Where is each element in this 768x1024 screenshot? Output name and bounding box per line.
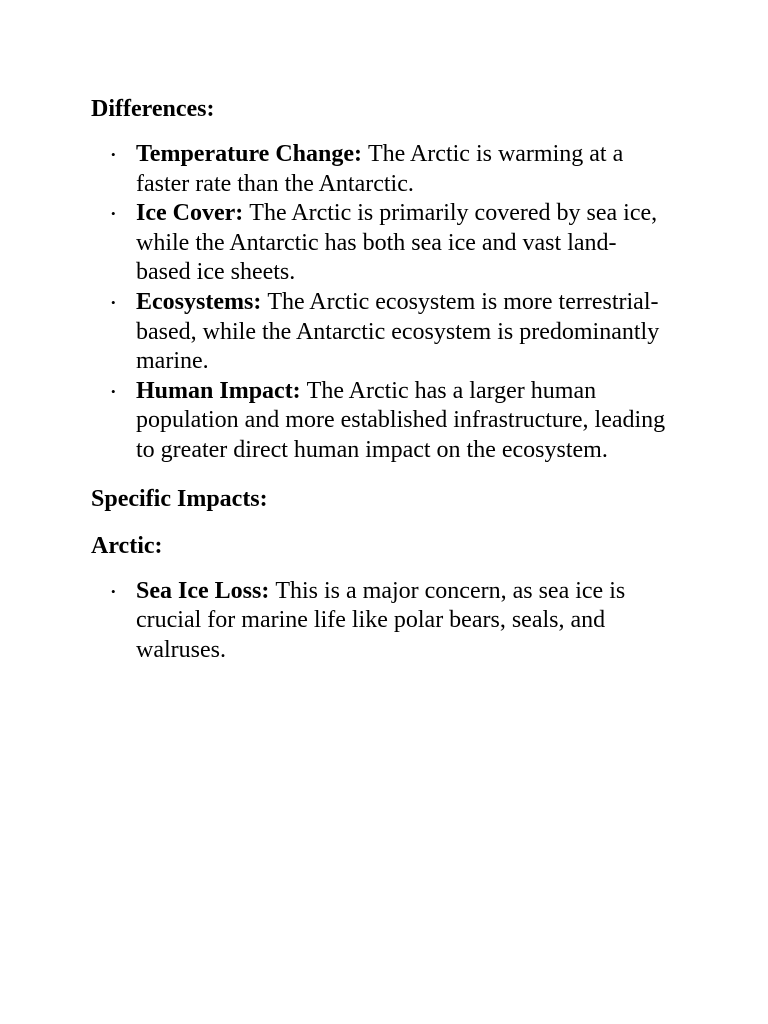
item-text: The Arctic ecosystem is more terrestrial-based, while the Antarctic ecosystem is predominantly marine. [136,288,660,375]
bullet-icon: • [111,147,116,162]
arctic-heading: Arctic: [91,532,163,559]
item-term: Ecosystems: [136,288,268,315]
item-text: The Arctic has a larger human population and more established infrastructure, leading to greater direct human impact on the ecosystem. [136,377,666,463]
specific-impacts-heading: Specific Impacts: [91,485,268,512]
bullet-icon: • [111,294,116,310]
bullet-icon: • [111,583,116,599]
differences-heading: Differences: [91,96,215,122]
item-text: The Arctic is primarily covered by sea ice, while the Antarctic has both sea ice and vast land-based ice sheets. [136,200,658,286]
list-item-human-impact [91,377,671,466]
document-page [91,94,671,683]
item-term: Sea Ice Loss: [136,577,276,604]
item-text: This is a major concern, as sea ice is crucial for marine life like polar bears, seals, and walruses. [136,577,626,663]
bullet-icon: • [111,206,116,222]
item-term: Human Impact: [136,377,307,404]
list-item-ecosystems [91,288,671,377]
item-term: Temperature Change: [136,141,368,167]
item-text: The Arctic is warming at a faster rate than the Antarctic. [136,141,624,197]
list-item-ice-cover [91,199,671,288]
bullet-icon: • [111,383,116,399]
list-item-temperature-change [91,140,671,199]
differences-list [91,140,671,466]
list-item-sea-ice-loss [91,577,671,666]
item-term: Ice Cover: [136,200,250,227]
arctic-list [91,577,671,666]
